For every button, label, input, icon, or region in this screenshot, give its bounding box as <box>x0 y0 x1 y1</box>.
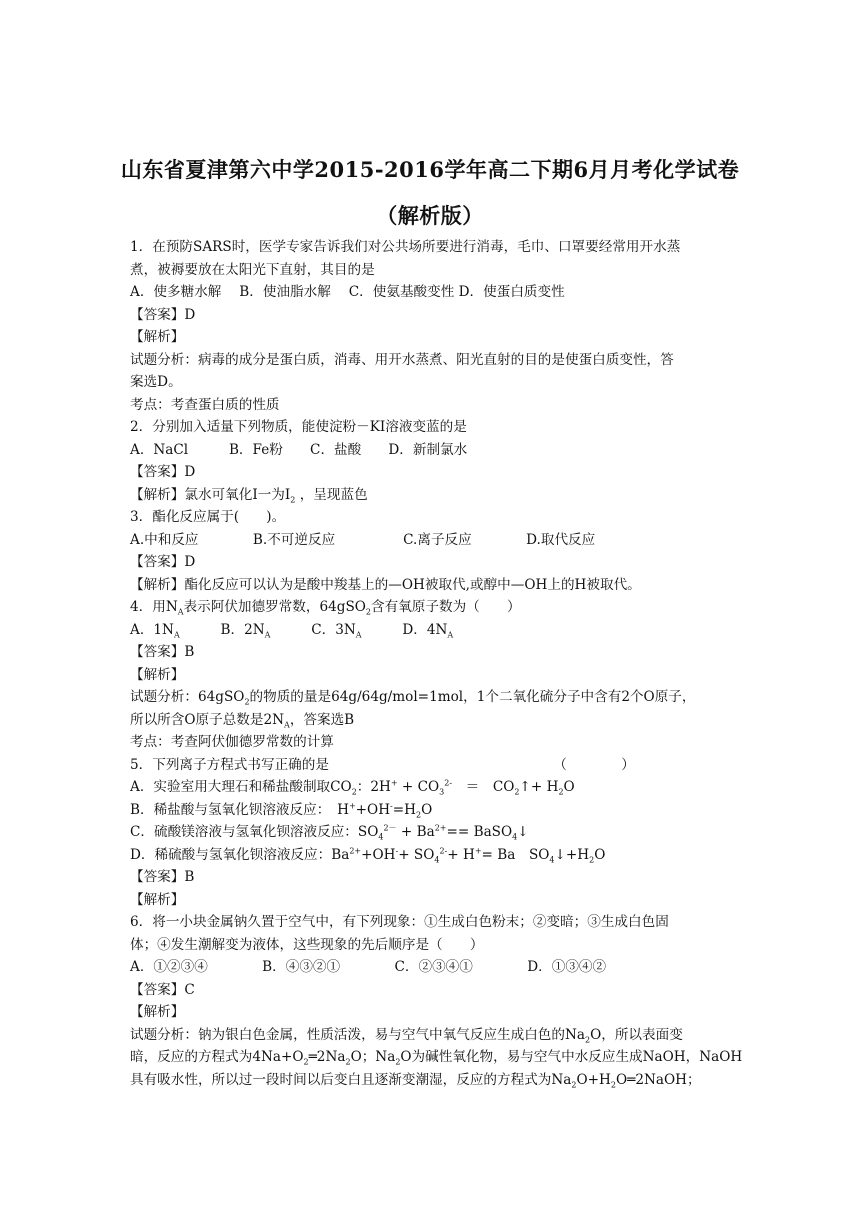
text-segment: 2 <box>303 1057 309 1067</box>
text-segment: 所以所含O原子总数是2N <box>130 711 285 728</box>
text-segment: + SO <box>398 846 435 863</box>
text-segment: == BaSO <box>446 824 513 840</box>
text-segment: + H <box>447 846 475 863</box>
text-segment: A．NaCl B．Fe粉 C．盐酸 D．新制氯水 <box>130 441 468 458</box>
text-line <box>130 574 740 597</box>
text-line <box>130 821 740 844</box>
text-segment: = Ba SO <box>481 846 550 863</box>
text-segment: 试题分析：钠为银白色金属，性质活泼，易与空气中氧气反应生成白色的Na <box>130 1026 585 1043</box>
text-line <box>130 551 740 574</box>
text-segment: - <box>390 800 393 810</box>
text-segment: =H <box>392 801 416 818</box>
text-segment: - <box>395 845 399 855</box>
text-segment: 2+ <box>434 823 447 833</box>
text-segment: 6．将一小块金属钠久置于空气中，有下列现象：①生成白色粉末；②变暗；③生成白色固 <box>130 914 669 930</box>
text-line <box>130 394 740 417</box>
text-segment: + <box>474 845 482 855</box>
text-segment: B．稀盐酸与氢氧化钡溶液反应： H <box>130 801 349 818</box>
text-segment: 考点：考查阿伏伽德罗常数的计算 <box>130 734 334 750</box>
text-segment: 2 <box>416 810 422 820</box>
text-line <box>130 281 740 304</box>
text-line <box>130 371 740 394</box>
text-segment: B．2N <box>179 621 265 638</box>
text-line <box>130 236 740 259</box>
text-line <box>130 1001 740 1024</box>
text-segment: 表示阿伏加德罗常数，64gSO <box>183 599 366 615</box>
text-segment: A．使多糖水解 B．使油脂水解 C．使氨基酸变性 D．使蛋白质变性 <box>130 284 565 300</box>
text-segment: 2- <box>444 778 453 788</box>
text-segment: ＝ CO <box>452 779 515 795</box>
text-segment: 【解析】 <box>130 666 185 683</box>
text-segment: 2 <box>514 787 520 797</box>
text-segment: A．实验室用大理石和稀盐酸制取CO <box>130 779 352 795</box>
text-segment: 4 <box>549 855 555 865</box>
text-segment: 【答案】D <box>130 464 196 480</box>
text-line <box>130 664 740 687</box>
text-segment: C．3N <box>270 621 356 638</box>
text-line <box>130 956 740 979</box>
text-segment: 4．用N <box>130 599 178 615</box>
text-segment: O <box>563 779 575 795</box>
text-segment: + <box>348 800 356 810</box>
text-line <box>130 889 740 912</box>
text-segment: 2．分别加入适量下列物质，能使淀粉－KI溶液变蓝的是 <box>130 419 467 435</box>
text-segment: 4 <box>378 832 384 842</box>
text-line <box>130 304 740 327</box>
text-line <box>130 326 740 349</box>
text-segment: 【解析】 <box>130 329 185 345</box>
text-segment: A <box>284 720 290 730</box>
text-segment: D．4N <box>361 621 448 638</box>
text-segment: 【解析】 <box>130 1004 185 1020</box>
text-segment: O+H <box>576 1071 611 1088</box>
text-segment: 【答案】C <box>130 981 195 998</box>
text-segment: O为碱性氧化物，易与空气中水反应生成NaOH，NaOH <box>400 1049 743 1065</box>
text-segment: + Ba <box>396 824 435 840</box>
text-segment: 2 <box>558 787 564 797</box>
text-segment: 4 <box>434 855 440 865</box>
text-segment: A <box>173 630 180 640</box>
text-segment: D．稀硫酸与氢氧化钡溶液反应：Ba <box>130 846 350 863</box>
text-segment: 4 <box>512 832 518 842</box>
text-line <box>130 686 740 709</box>
text-segment: 【解析】 <box>130 891 185 908</box>
document-title: 山东省夏津第六中学2015-2016学年高二下期6月月考化学试卷 <box>120 157 740 182</box>
text-segment: 2+ <box>349 845 362 855</box>
text-segment: 2 <box>351 787 357 797</box>
text-segment: O═2NaOH； <box>615 1071 701 1088</box>
text-segment: O <box>421 801 433 818</box>
text-segment: 的物质的量是64g/64g/mol=1mol，1个二氧化硫分子中含有2个O原子， <box>249 689 696 705</box>
text-line <box>130 484 740 507</box>
text-segment: 具有吸水性，所以过一段时间以后变白且逐渐变潮湿，反应的方程式为Na <box>130 1071 572 1088</box>
text-segment: 【答案】D <box>130 554 196 570</box>
text-segment: 案选D。 <box>130 374 182 390</box>
text-segment: ：2H <box>356 779 391 795</box>
text-segment: 试题分析：64gSO <box>130 689 245 705</box>
text-segment: +OH <box>355 801 391 818</box>
text-segment: A <box>177 607 184 617</box>
text-segment: 【答案】B <box>130 644 195 660</box>
text-line <box>130 866 740 889</box>
text-segment: 2 <box>585 1035 591 1045</box>
text-line <box>130 596 740 619</box>
text-line <box>130 934 740 957</box>
text-line <box>130 461 740 484</box>
text-segment: A <box>355 630 362 640</box>
text-segment: 煮，被褥要放在太阳光下直射，其目的是 <box>130 261 375 278</box>
text-line <box>130 1069 740 1092</box>
text-segment: ↓ <box>517 824 529 840</box>
text-segment: O；Na <box>350 1049 396 1065</box>
text-segment: 考点：考查蛋白质的性质 <box>130 396 280 413</box>
text-segment: 体；④发生潮解变为液体，这些现象的先后顺序是（ ） <box>130 936 484 953</box>
text-line <box>130 349 740 372</box>
text-line <box>130 619 740 642</box>
text-line <box>130 439 740 462</box>
document-body <box>130 236 743 1091</box>
text-segment: C．硫酸镁溶液与氢氧化钡溶液反应：SO <box>130 824 379 840</box>
text-segment: 2 <box>610 1080 616 1090</box>
text-segment: + <box>390 778 398 788</box>
text-segment: O，所以表面变 <box>590 1026 683 1043</box>
text-line <box>130 754 740 777</box>
text-line <box>130 641 740 664</box>
text-line <box>130 709 740 732</box>
text-segment: 2 <box>395 1057 401 1067</box>
text-segment: 【答案】D <box>130 306 196 323</box>
text-line <box>130 416 740 439</box>
text-segment: 3．酯化反应属于( )。 <box>130 509 286 525</box>
text-segment: 2- <box>439 845 448 855</box>
text-line <box>130 259 740 282</box>
text-segment: 【解析】氯水可氧化I一为I <box>130 486 291 503</box>
text-segment: 2 <box>365 607 372 617</box>
text-segment: ↓+H <box>554 846 590 863</box>
text-segment: 2 <box>345 1057 351 1067</box>
text-segment: A.中和反应 B.不可逆反应 C.离子反应 D.取代反应 <box>130 531 596 548</box>
text-segment: 含有氧原子数为（ ） <box>371 599 521 615</box>
text-segment: A <box>447 630 454 640</box>
text-segment: 2 <box>290 495 296 505</box>
text-segment: 5．下列离子方程式书写正确的是 （ ） <box>130 756 635 773</box>
text-segment: 2 <box>589 855 595 865</box>
text-segment: A．①②③④ B．④③②① C．②③④① D．①③④② <box>130 959 607 975</box>
text-line <box>130 844 740 867</box>
text-segment: A <box>264 630 271 640</box>
text-segment: ，答案选B <box>289 711 355 728</box>
text-segment: 2－ <box>383 823 397 833</box>
text-segment: 2 <box>244 697 250 707</box>
text-segment: 试题分析：病毒的成分是蛋白质，消毒、用开水蒸煮、阳光直射的目的是使蛋白质变性，答 <box>130 351 674 368</box>
text-segment: + CO <box>397 779 440 795</box>
text-segment: 1．在预防SARS时，医学专家告诉我们对公共场所要进行消毒，毛巾、口罩要经常用开水蒸 <box>130 239 681 255</box>
text-segment: 【答案】B <box>130 869 195 885</box>
text-line <box>130 1024 740 1047</box>
text-segment: A．1N <box>130 621 174 638</box>
text-segment: 3 <box>439 787 445 797</box>
text-line <box>130 799 740 822</box>
document-subtitle: （解析版） <box>376 203 484 228</box>
text-line <box>130 979 740 1002</box>
text-segment: ↑+ H <box>519 779 559 795</box>
text-line <box>130 529 740 552</box>
text-line <box>130 731 740 754</box>
text-line <box>130 506 740 529</box>
text-segment: O <box>594 846 606 863</box>
text-segment: 【解析】酯化反应可以认为是酸中羧基上的—OH被取代,或醇中—OH上的H被取代。 <box>130 576 641 593</box>
text-line <box>130 1046 743 1069</box>
text-segment: ═2Na <box>308 1049 346 1065</box>
text-segment: ，呈现蓝色 <box>295 486 368 503</box>
text-segment: 暗，反应的方程式为4Na+O <box>130 1049 304 1065</box>
text-line <box>130 776 740 799</box>
text-segment: +OH <box>361 846 396 863</box>
text-segment: 2 <box>571 1080 577 1090</box>
text-line <box>130 911 740 934</box>
